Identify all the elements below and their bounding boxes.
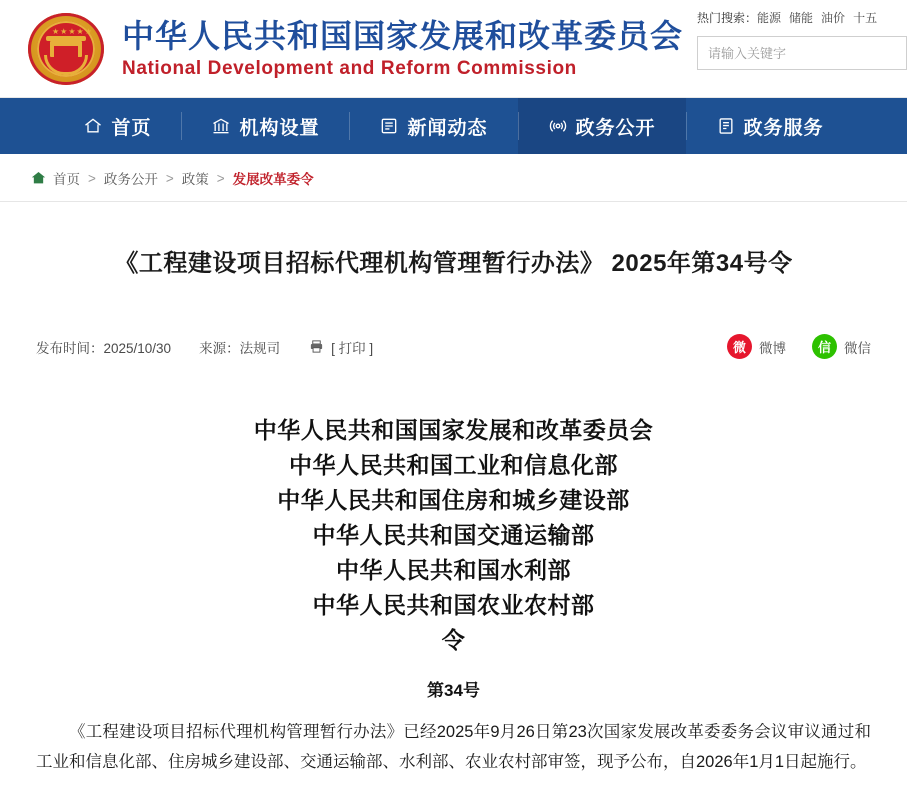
nav-item-home[interactable] bbox=[53, 98, 181, 154]
page-title: 《工程建设项目招标代理机构管理暂行办法》 2025年第34号令 bbox=[114, 250, 793, 277]
share-weibo-label: 微博 bbox=[759, 340, 786, 356]
nav-item-news[interactable] bbox=[349, 98, 517, 154]
hot-search-item-0[interactable]: 能源 bbox=[757, 11, 782, 25]
nav-item-home-label: 首页 bbox=[111, 117, 152, 139]
breadcrumb-bar bbox=[0, 154, 907, 202]
issuing-org-4: 中华人民共和国水利部 bbox=[336, 557, 571, 583]
national-emblem-icon: ★★★★★ bbox=[28, 11, 104, 87]
hot-search bbox=[697, 8, 907, 28]
bank-icon bbox=[211, 116, 231, 136]
nav-item-government-affairs-label: 政务公开 bbox=[575, 117, 656, 139]
wechat-icon: 信 bbox=[812, 334, 837, 359]
printer-icon bbox=[308, 339, 325, 354]
breadcrumb-item-0[interactable]: 首页 bbox=[53, 172, 80, 187]
source-label: 来源： bbox=[199, 340, 240, 356]
article bbox=[0, 246, 907, 777]
news-icon bbox=[379, 116, 399, 136]
order-number: 第34号 bbox=[427, 681, 480, 700]
breadcrumb-current: 发展改革委令 bbox=[232, 172, 314, 187]
hot-search-item-3[interactable]: 十五 bbox=[853, 11, 878, 25]
print-button[interactable] bbox=[308, 337, 373, 357]
nav-item-organization-label: 机构设置 bbox=[239, 117, 320, 139]
breadcrumb-separator: > bbox=[88, 170, 96, 186]
issuing-org-3: 中华人民共和国交通运输部 bbox=[312, 522, 595, 548]
site-title-cn: 中华人民共和国国家发展和改革委员会 bbox=[122, 17, 684, 54]
search-input[interactable] bbox=[698, 37, 906, 69]
issuing-org-0: 中华人民共和国国家发展和改革委员会 bbox=[253, 417, 654, 443]
issuing-org-1: 中华人民共和国工业和信息化部 bbox=[289, 452, 618, 478]
broadcast-icon bbox=[548, 116, 568, 136]
issuing-organizations bbox=[36, 413, 871, 658]
hot-search-item-2[interactable]: 油价 bbox=[821, 11, 846, 25]
site-title bbox=[122, 16, 683, 82]
header-right bbox=[697, 0, 907, 98]
issuing-org-2: 中华人民共和国住房和城乡建设部 bbox=[277, 487, 630, 513]
issuing-org-5: 中华人民共和国农业农村部 bbox=[312, 592, 595, 618]
source bbox=[199, 337, 280, 357]
main-nav bbox=[0, 98, 907, 154]
publish-time-label: 发布时间： bbox=[36, 340, 104, 356]
weibo-icon: 微 bbox=[727, 334, 752, 359]
nav-item-government-service-label: 政务服务 bbox=[743, 117, 824, 139]
search-box[interactable] bbox=[697, 36, 907, 70]
breadcrumb-item-2[interactable]: 政策 bbox=[181, 172, 209, 187]
publish-time-value: 2025/10/30 bbox=[103, 340, 172, 356]
breadcrumb-item-1[interactable]: 政务公开 bbox=[103, 172, 158, 187]
order-character: 令 bbox=[441, 627, 466, 653]
nav-item-organization[interactable] bbox=[181, 98, 349, 154]
nav-item-government-affairs[interactable] bbox=[518, 98, 686, 154]
share-wechat-label: 微信 bbox=[844, 340, 871, 356]
home-icon bbox=[30, 170, 47, 186]
home-icon bbox=[83, 116, 103, 136]
article-meta bbox=[36, 334, 871, 369]
breadcrumb-separator: > bbox=[216, 170, 225, 186]
hot-search-label: 热门搜索： bbox=[697, 11, 758, 25]
hot-search-item-1[interactable]: 储能 bbox=[789, 11, 814, 25]
nav-item-news-label: 新闻动态 bbox=[407, 117, 488, 139]
breadcrumb-separator: > bbox=[165, 170, 174, 186]
site-title-en: National Development and Reform Commission bbox=[122, 57, 577, 79]
publish-time bbox=[36, 337, 171, 357]
site-header bbox=[0, 0, 907, 98]
share-wechat[interactable] bbox=[812, 334, 871, 359]
nav-item-government-service[interactable] bbox=[686, 98, 854, 154]
share-weibo[interactable] bbox=[727, 334, 786, 359]
print-label: [ 打印 ] bbox=[331, 340, 374, 356]
source-value: 法规司 bbox=[239, 340, 281, 356]
document-icon bbox=[716, 116, 736, 136]
share-bar bbox=[727, 334, 871, 359]
article-paragraph: 《工程建设项目招标代理机构管理暂行办法》已经2025年9月26日第23次国家发展改革委委务会议审议通过和工业和信息化部、住房城乡建设部、交通运输部、水利部、农业农村部审签，现予公布，自2026年1月1日起施行。 bbox=[36, 723, 871, 771]
breadcrumb bbox=[0, 154, 907, 201]
